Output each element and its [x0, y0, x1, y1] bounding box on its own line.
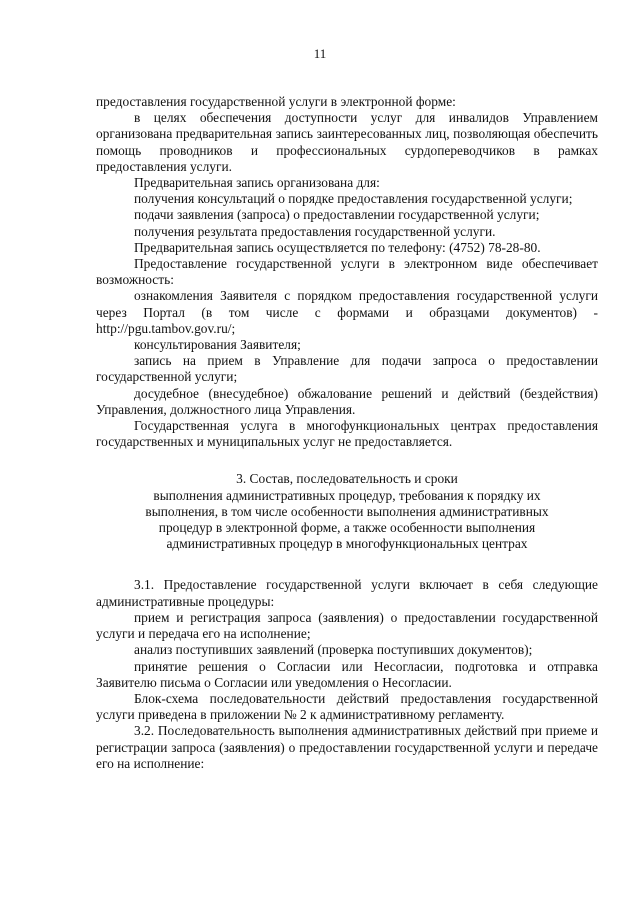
section-heading — [96, 471, 598, 552]
paragraph: 3.2. Последовательность выполнения административных действий при приеме и регистрации запроса (заявления) о предоставлении государственной услуги и передаче его на исполнение: — [96, 723, 598, 771]
section-heading-line: выполнения, в том числе особенности выполнения административных — [145, 503, 549, 519]
document-body — [96, 94, 598, 772]
paragraph: досудебное (внесудебное) обжалование решений и действий (бездействия) Управления, должностного лица Управления. — [96, 385, 598, 417]
paragraph: в целях обеспечения доступности услуг для инвалидов Управлением организована предварительная запись заинтересованных лиц, позволяющая обеспечить помощь проводников и профессиональных сурдопереводчиков в рамках предоставления услуги. — [96, 110, 598, 174]
paragraph: Предоставление государственной услуги в электронном виде обеспечивает возможность: — [96, 256, 598, 288]
paragraph: принятие решения о Согласии или Несогласии, подготовка и отправка Заявителю письма о Согласии или уведомления о Несогласии. — [96, 658, 598, 690]
paragraph: прием и регистрация запроса (заявления) о предоставлении государственной услуги и передача его на исполнение; — [96, 609, 598, 642]
section-heading-line: выполнения административных процедур, требования к порядку их — [153, 487, 541, 503]
paragraph: предоставления государственной услуги в электронной форме: — [96, 94, 456, 109]
section-heading-line: процедур в электронной форме, а также особенности выполнения — [158, 520, 536, 536]
page-number: 11 — [313, 46, 327, 61]
paragraph: 3.1. Предоставление государственной услуги включает в себя следующие административные процедуры: — [96, 577, 598, 609]
section-heading-line: административных процедур в многофункциональных центрах — [166, 536, 528, 552]
paragraph: консультирования Заявителя; — [134, 337, 301, 353]
paragraph: ознакомления Заявителя с порядком предоставления государственной услуги через Портал (в том числе с формами и образцами документов) - http://pgu.tambov.gov.ru/; — [96, 288, 598, 336]
paragraph: анализ поступивших заявлений (проверка поступивших документов); — [134, 642, 533, 658]
paragraph: Блок-схема последовательности действий предоставления государственной услуги приведена в приложении № 2 к административному регламенту. — [96, 690, 598, 723]
top-paragraphs — [96, 94, 598, 450]
paragraph: Предварительная запись организована для: — [134, 175, 380, 191]
paragraph: получения результата предоставления государственной услуги. — [134, 223, 496, 239]
paragraph: запись на прием в Управление для подачи запроса о предоставлении государственной услуги; — [96, 353, 598, 385]
paragraph: Предварительная запись осуществляется по телефону: (4752) 78-28-80. — [134, 239, 541, 255]
bottom-paragraphs — [96, 577, 598, 771]
section-heading-line: 3. Состав, последовательность и сроки — [236, 471, 458, 487]
paragraph: получения консультаций о порядке предоставления государственной услуги; — [134, 191, 573, 207]
paragraph: Государственная услуга в многофункциональных центрах предоставления государственных и муниципальных услуг не предоставляется. — [96, 418, 598, 450]
paragraph: подачи заявления (запроса) о предоставлении государственной услуги; — [134, 207, 540, 223]
